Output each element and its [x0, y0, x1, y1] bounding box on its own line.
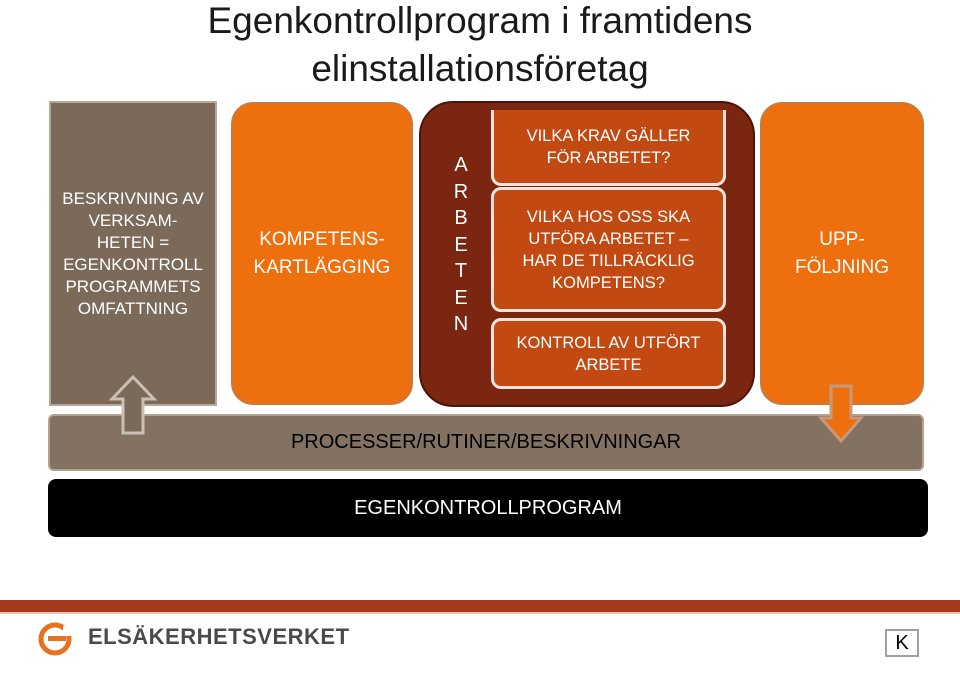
description-line: OMFATTNING [77, 298, 189, 318]
processes-bar [48, 414, 924, 471]
work-letter: B [454, 207, 468, 229]
competence-text [254, 226, 391, 282]
competence-line: KARTLÄGGING [253, 256, 391, 278]
work-item-requirements [491, 110, 726, 186]
description-line: BESKRIVNING AV [62, 188, 204, 208]
up-arrow-icon [108, 375, 158, 435]
followup-box [760, 102, 924, 405]
work-item-line: HAR DE TILLRÄCKLIG [522, 251, 695, 270]
corner-badge: K [885, 629, 919, 657]
work-letter: T [454, 260, 468, 282]
work-item-line: UTFÖRA ARBETET – [528, 229, 689, 248]
processes-label: PROCESSER/RUTINER/BESKRIVNINGAR [290, 431, 682, 453]
program-bar [48, 479, 928, 537]
competence-box [231, 102, 413, 405]
work-item-line: ARBETE [575, 355, 642, 374]
description-line: EGENKONTROLL [63, 254, 203, 274]
work-item-line: KONTROLL AV UTFÖRT [516, 333, 701, 352]
work-letter: A [454, 154, 468, 176]
work-letter: N [453, 313, 469, 335]
down-arrow-icon [818, 384, 864, 444]
description-line: PROGRAMMETS [65, 276, 201, 296]
brand-name: ELSÄKERHETSVERKET [88, 624, 350, 649]
work-vertical-label [449, 152, 473, 338]
footer-divider [0, 612, 960, 614]
description-line: HETEN = [96, 232, 170, 252]
work-letter: R [453, 180, 469, 203]
program-label: EGENKONTROLLPROGRAM [354, 496, 622, 519]
followup-line: UPP- [819, 228, 865, 250]
description-text [62, 188, 203, 320]
description-line: VERKSAM- [88, 210, 178, 230]
title-line-2: elinstallationsföretag [311, 48, 649, 89]
work-letter: E [454, 233, 468, 256]
work-item-line: KOMPETENS? [552, 273, 665, 292]
title-line-1: Egenkontrollprogram i framtidens [207, 0, 753, 41]
work-letter: E [454, 286, 468, 309]
brand-logo-icon [36, 620, 76, 660]
description-box [49, 101, 217, 406]
footer-bar [0, 600, 960, 612]
work-item-line: VILKA HOS OSS SKA [526, 207, 691, 226]
work-item-competence [491, 187, 726, 312]
work-item-line: FÖR ARBETET? [546, 148, 671, 167]
work-item-control [491, 318, 726, 389]
followup-line: FÖLJNING [795, 256, 889, 278]
work-item-line: VILKA KRAV GÄLLER [526, 126, 691, 145]
competence-line: KOMPETENS- [259, 228, 385, 250]
followup-text [795, 226, 889, 282]
